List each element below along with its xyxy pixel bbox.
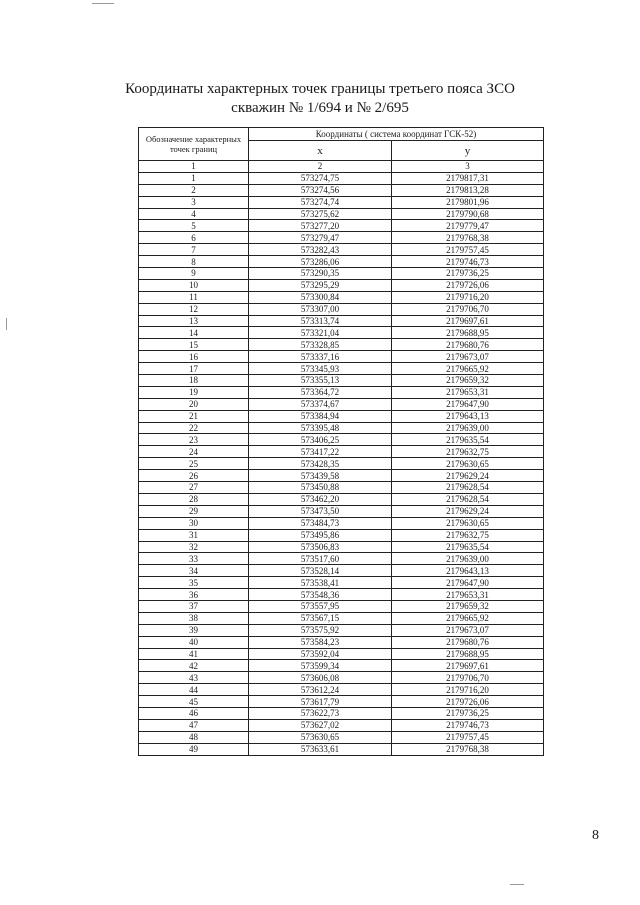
- page-number: 8: [592, 828, 599, 843]
- x-coordinate-cell: 573584,23: [249, 636, 392, 648]
- y-coordinate-cell: 2179726,06: [392, 696, 544, 708]
- table-row: [139, 719, 544, 731]
- x-coordinate-cell: 573439,58: [249, 470, 392, 482]
- table-row: [139, 291, 544, 303]
- y-coordinate-cell: 2179628,54: [392, 482, 544, 494]
- x-coordinate-cell: 573286,06: [249, 256, 392, 268]
- y-coordinate-cell: 2179697,61: [392, 660, 544, 672]
- point-number-cell: 1: [139, 172, 249, 184]
- table-row: [139, 303, 544, 315]
- point-number-cell: 23: [139, 434, 249, 446]
- table-row: [139, 577, 544, 589]
- x-coordinate-cell: 573473,50: [249, 505, 392, 517]
- x-coordinate-cell: 573567,15: [249, 612, 392, 624]
- y-coordinate-cell: 2179697,61: [392, 315, 544, 327]
- y-coordinate-cell: 2179680,76: [392, 339, 544, 351]
- table-row: [139, 244, 544, 256]
- y-coordinate-cell: 2179688,95: [392, 327, 544, 339]
- table-row: [139, 172, 544, 184]
- y-coordinate-cell: 2179629,24: [392, 470, 544, 482]
- point-designation-header: Обозначение характерных точек границ: [139, 128, 249, 161]
- y-coordinate-cell: 2179632,75: [392, 446, 544, 458]
- y-coordinate-cell: 2179706,70: [392, 303, 544, 315]
- table-row: [139, 684, 544, 696]
- column-number: 1: [139, 161, 249, 173]
- table-row: [139, 505, 544, 517]
- y-coordinate-cell: 2179673,07: [392, 624, 544, 636]
- y-coordinate-cell: 2179757,45: [392, 731, 544, 743]
- y-coordinate-cell: 2179630,65: [392, 458, 544, 470]
- point-number-cell: 46: [139, 707, 249, 719]
- x-coordinate-cell: 573495,86: [249, 529, 392, 541]
- x-coordinate-cell: 573275,62: [249, 208, 392, 220]
- table-row: [139, 208, 544, 220]
- point-number-cell: 49: [139, 743, 249, 755]
- x-coordinate-cell: 573307,00: [249, 303, 392, 315]
- point-number-cell: 10: [139, 279, 249, 291]
- x-coordinate-cell: 573395,48: [249, 422, 392, 434]
- scan-artifact: [92, 3, 114, 4]
- y-coordinate-cell: 2179768,38: [392, 232, 544, 244]
- table-row: [139, 184, 544, 196]
- point-number-cell: 15: [139, 339, 249, 351]
- y-coordinate-cell: 2179643,13: [392, 565, 544, 577]
- table-row: [139, 268, 544, 280]
- y-coordinate-cell: 2179665,92: [392, 363, 544, 375]
- x-coordinate-cell: 573295,29: [249, 279, 392, 291]
- point-number-cell: 31: [139, 529, 249, 541]
- point-number-cell: 27: [139, 482, 249, 494]
- x-coordinate-cell: 573538,41: [249, 577, 392, 589]
- point-number-cell: 6: [139, 232, 249, 244]
- y-coordinate-cell: 2179647,90: [392, 398, 544, 410]
- point-number-cell: 37: [139, 600, 249, 612]
- point-number-cell: 19: [139, 386, 249, 398]
- table-row: [139, 327, 544, 339]
- x-coordinate-cell: 573279,47: [249, 232, 392, 244]
- scan-artifact: [510, 884, 524, 885]
- x-header: x: [249, 141, 392, 161]
- title-line-1: Координаты характерных точек границы третьего пояса ЗСО: [125, 81, 515, 97]
- x-coordinate-cell: 573417,22: [249, 446, 392, 458]
- table-row: [139, 589, 544, 601]
- y-coordinate-cell: 2179726,06: [392, 279, 544, 291]
- y-coordinate-cell: 2179768,38: [392, 743, 544, 755]
- x-coordinate-cell: 573328,85: [249, 339, 392, 351]
- y-coordinate-cell: 2179653,31: [392, 386, 544, 398]
- point-number-cell: 18: [139, 375, 249, 387]
- table-row: [139, 517, 544, 529]
- x-coordinate-cell: 573462,20: [249, 493, 392, 505]
- y-coordinate-cell: 2179639,00: [392, 422, 544, 434]
- point-number-cell: 40: [139, 636, 249, 648]
- x-coordinate-cell: 573374,67: [249, 398, 392, 410]
- point-number-cell: 13: [139, 315, 249, 327]
- point-number-cell: 33: [139, 553, 249, 565]
- y-coordinate-cell: 2179790,68: [392, 208, 544, 220]
- table-row: [139, 636, 544, 648]
- point-number-cell: 14: [139, 327, 249, 339]
- scan-artifact: [6, 318, 7, 330]
- point-number-cell: 42: [139, 660, 249, 672]
- point-number-cell: 11: [139, 291, 249, 303]
- table-row: [139, 565, 544, 577]
- table-row: [139, 743, 544, 755]
- y-coordinate-cell: 2179629,24: [392, 505, 544, 517]
- x-coordinate-cell: 573599,34: [249, 660, 392, 672]
- point-number-cell: 34: [139, 565, 249, 577]
- x-coordinate-cell: 573345,93: [249, 363, 392, 375]
- y-coordinate-cell: 2179706,70: [392, 672, 544, 684]
- table-row: [139, 410, 544, 422]
- point-number-cell: 17: [139, 363, 249, 375]
- y-coordinate-cell: 2179801,96: [392, 196, 544, 208]
- x-coordinate-cell: 573592,04: [249, 648, 392, 660]
- table-row: [139, 541, 544, 553]
- point-number-cell: 36: [139, 589, 249, 601]
- point-number-cell: 2: [139, 184, 249, 196]
- y-coordinate-cell: 2179647,90: [392, 577, 544, 589]
- table-row: [139, 648, 544, 660]
- column-number: 2: [249, 161, 392, 173]
- x-coordinate-cell: 573612,24: [249, 684, 392, 696]
- point-number-cell: 39: [139, 624, 249, 636]
- y-coordinate-cell: 2179659,32: [392, 600, 544, 612]
- x-coordinate-cell: 573627,02: [249, 719, 392, 731]
- y-coordinate-cell: 2179688,95: [392, 648, 544, 660]
- table-row: [139, 529, 544, 541]
- table-row: [139, 696, 544, 708]
- x-coordinate-cell: 573528,14: [249, 565, 392, 577]
- table-row: [139, 482, 544, 494]
- point-number-cell: 8: [139, 256, 249, 268]
- point-number-cell: 21: [139, 410, 249, 422]
- table-row: [139, 220, 544, 232]
- table-row: [139, 422, 544, 434]
- column-number: 3: [392, 161, 544, 173]
- table-row: [139, 672, 544, 684]
- table-row: [139, 398, 544, 410]
- y-coordinate-cell: 2179680,76: [392, 636, 544, 648]
- table-row: [139, 493, 544, 505]
- table-row: [139, 256, 544, 268]
- y-coordinate-cell: 2179716,20: [392, 291, 544, 303]
- x-coordinate-cell: 573282,43: [249, 244, 392, 256]
- point-number-cell: 32: [139, 541, 249, 553]
- y-coordinate-cell: 2179630,65: [392, 517, 544, 529]
- x-coordinate-cell: 573274,56: [249, 184, 392, 196]
- point-number-cell: 3: [139, 196, 249, 208]
- table-row: [139, 624, 544, 636]
- point-number-cell: 5: [139, 220, 249, 232]
- table-row: [139, 707, 544, 719]
- y-header: y: [392, 141, 544, 161]
- table-row: [139, 660, 544, 672]
- table-row: [139, 600, 544, 612]
- table-row: [139, 612, 544, 624]
- table-row: [139, 196, 544, 208]
- title-line-2: скважин № 1/694 и № 2/695: [231, 100, 409, 116]
- table-row: [139, 232, 544, 244]
- document-title: [0, 80, 640, 118]
- y-coordinate-cell: 2179632,75: [392, 529, 544, 541]
- x-coordinate-cell: 573337,16: [249, 351, 392, 363]
- table-row: [139, 339, 544, 351]
- y-coordinate-cell: 2179673,07: [392, 351, 544, 363]
- y-coordinate-cell: 2179736,25: [392, 268, 544, 280]
- table-row: [139, 351, 544, 363]
- table-row: [139, 434, 544, 446]
- table-row: [139, 470, 544, 482]
- point-number-cell: 16: [139, 351, 249, 363]
- y-coordinate-cell: 2179746,73: [392, 256, 544, 268]
- y-coordinate-cell: 2179653,31: [392, 589, 544, 601]
- x-coordinate-cell: 573633,61: [249, 743, 392, 755]
- table-row: [139, 386, 544, 398]
- x-coordinate-cell: 573622,73: [249, 707, 392, 719]
- x-coordinate-cell: 573548,36: [249, 589, 392, 601]
- point-number-cell: 7: [139, 244, 249, 256]
- x-coordinate-cell: 573557,95: [249, 600, 392, 612]
- y-coordinate-cell: 2179665,92: [392, 612, 544, 624]
- point-number-cell: 24: [139, 446, 249, 458]
- table-row: [139, 279, 544, 291]
- y-coordinate-cell: 2179736,25: [392, 707, 544, 719]
- point-number-cell: 48: [139, 731, 249, 743]
- x-coordinate-cell: 573506,83: [249, 541, 392, 553]
- point-number-cell: 4: [139, 208, 249, 220]
- point-number-cell: 41: [139, 648, 249, 660]
- coordinates-table: [138, 127, 544, 756]
- point-number-cell: 12: [139, 303, 249, 315]
- x-coordinate-cell: 573606,08: [249, 672, 392, 684]
- y-coordinate-cell: 2179639,00: [392, 553, 544, 565]
- x-coordinate-cell: 573575,92: [249, 624, 392, 636]
- y-coordinate-cell: 2179643,13: [392, 410, 544, 422]
- x-coordinate-cell: 573313,74: [249, 315, 392, 327]
- x-coordinate-cell: 573364,72: [249, 386, 392, 398]
- table-row: [139, 315, 544, 327]
- table-row: [139, 446, 544, 458]
- x-coordinate-cell: 573517,60: [249, 553, 392, 565]
- x-coordinate-cell: 573484,73: [249, 517, 392, 529]
- x-coordinate-cell: 573274,75: [249, 172, 392, 184]
- point-number-cell: 44: [139, 684, 249, 696]
- point-number-cell: 29: [139, 505, 249, 517]
- point-number-cell: 30: [139, 517, 249, 529]
- table-row: [139, 731, 544, 743]
- point-number-cell: 45: [139, 696, 249, 708]
- x-coordinate-cell: 573428,35: [249, 458, 392, 470]
- point-number-cell: 35: [139, 577, 249, 589]
- point-number-cell: 26: [139, 470, 249, 482]
- table-row: [139, 553, 544, 565]
- x-coordinate-cell: 573630,65: [249, 731, 392, 743]
- x-coordinate-cell: 573300,84: [249, 291, 392, 303]
- y-coordinate-cell: 2179716,20: [392, 684, 544, 696]
- column-numbering-row: [139, 161, 544, 173]
- y-coordinate-cell: 2179659,32: [392, 375, 544, 387]
- x-coordinate-cell: 573406,25: [249, 434, 392, 446]
- y-coordinate-cell: 2179757,45: [392, 244, 544, 256]
- point-number-cell: 9: [139, 268, 249, 280]
- point-number-cell: 22: [139, 422, 249, 434]
- y-coordinate-cell: 2179817,31: [392, 172, 544, 184]
- coordinates-header: Координаты ( система координат ГСК-52): [249, 128, 544, 141]
- x-coordinate-cell: 573355,13: [249, 375, 392, 387]
- x-coordinate-cell: 573290,35: [249, 268, 392, 280]
- y-coordinate-cell: 2179628,54: [392, 493, 544, 505]
- y-coordinate-cell: 2179779,47: [392, 220, 544, 232]
- point-number-cell: 28: [139, 493, 249, 505]
- y-coordinate-cell: 2179635,54: [392, 541, 544, 553]
- y-coordinate-cell: 2179746,73: [392, 719, 544, 731]
- point-number-cell: 43: [139, 672, 249, 684]
- y-coordinate-cell: 2179813,28: [392, 184, 544, 196]
- x-coordinate-cell: 573277,20: [249, 220, 392, 232]
- point-number-cell: 25: [139, 458, 249, 470]
- table-row: [139, 375, 544, 387]
- table-row: [139, 363, 544, 375]
- x-coordinate-cell: 573274,74: [249, 196, 392, 208]
- x-coordinate-cell: 573450,88: [249, 482, 392, 494]
- table-row: [139, 458, 544, 470]
- y-coordinate-cell: 2179635,54: [392, 434, 544, 446]
- x-coordinate-cell: 573617,79: [249, 696, 392, 708]
- x-coordinate-cell: 573321,04: [249, 327, 392, 339]
- point-number-cell: 20: [139, 398, 249, 410]
- point-number-cell: 47: [139, 719, 249, 731]
- x-coordinate-cell: 573384,94: [249, 410, 392, 422]
- point-number-cell: 38: [139, 612, 249, 624]
